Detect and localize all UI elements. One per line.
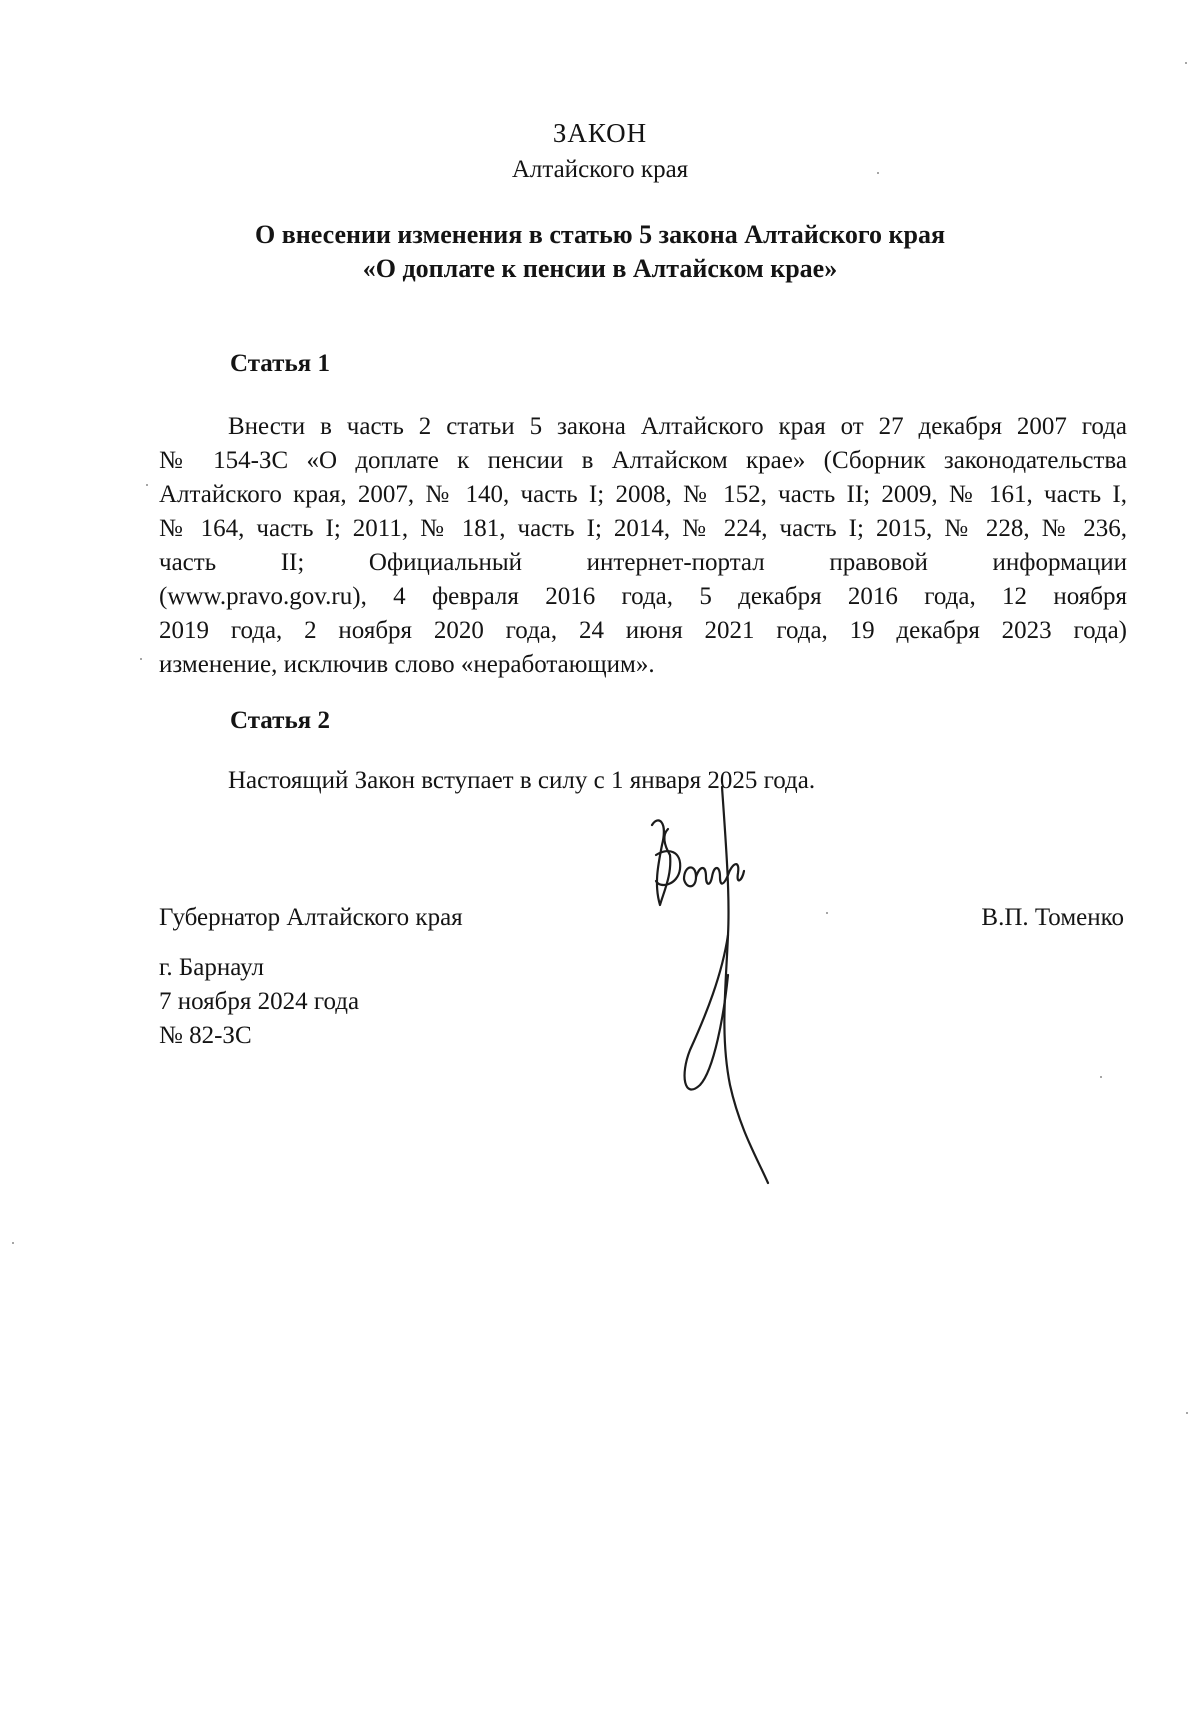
scan-speck xyxy=(877,172,879,174)
article-1-heading: Статья 1 xyxy=(230,350,330,377)
article-1-line: Алтайского края, 2007, № 140, часть I; 2008, № 152, часть II; 2009, № 161, часть I, xyxy=(159,481,1127,508)
scan-speck xyxy=(1185,62,1187,64)
scan-speck xyxy=(1100,1076,1102,1078)
article-1-line: (www.pravo.gov.ru), 4 февраля 2016 года, 5 декабря 2016 года, 12 ноября xyxy=(159,583,1127,610)
article-1-line: № 154-ЗС «О доплате к пенсии в Алтайском крае» (Сборник законодательства xyxy=(159,447,1127,474)
document-title-line-2: «О доплате к пенсии в Алтайском крае» xyxy=(362,254,838,283)
law-number: № 82-ЗС xyxy=(159,1022,252,1049)
article-2-heading: Статья 2 xyxy=(230,707,330,734)
scan-speck xyxy=(1186,1412,1188,1414)
scan-speck xyxy=(140,658,142,660)
scan-speck xyxy=(146,484,148,486)
scan-speck xyxy=(12,1242,14,1244)
article-1-line: часть II; Официальный интернет-портал правовой информации xyxy=(159,549,1127,576)
signatory-name: В.П. Томенко xyxy=(981,904,1124,931)
scan-speck xyxy=(826,912,828,914)
article-1-line: № 164, часть I; 2011, № 181, часть I; 2014, № 224, часть I; 2015, № 228, № 236, xyxy=(159,515,1127,542)
document-type: ЗАКОН xyxy=(552,118,648,148)
document-region: Алтайского края xyxy=(511,156,689,183)
place-of-signing: г. Барнаул xyxy=(159,954,264,981)
signing-date: 7 ноября 2024 года xyxy=(159,988,360,1015)
article-1-line: изменение, исключив слово «неработающим». xyxy=(159,651,655,678)
document-title-line-1: О внесении изменения в статью 5 закона Алтайского края xyxy=(254,220,946,249)
article-2-text: Настоящий Закон вступает в силу с 1 января 2025 года. xyxy=(228,767,816,794)
article-1-line: 2019 года, 2 ноября 2020 года, 24 июня 2021 года, 19 декабря 2023 года) xyxy=(159,617,1127,644)
handwritten-signature xyxy=(650,785,850,1185)
article-1-line: Внести в часть 2 статьи 5 закона Алтайского края от 27 декабря 2007 года xyxy=(228,413,1127,440)
signatory-position: Губернатор Алтайского края xyxy=(159,904,463,931)
